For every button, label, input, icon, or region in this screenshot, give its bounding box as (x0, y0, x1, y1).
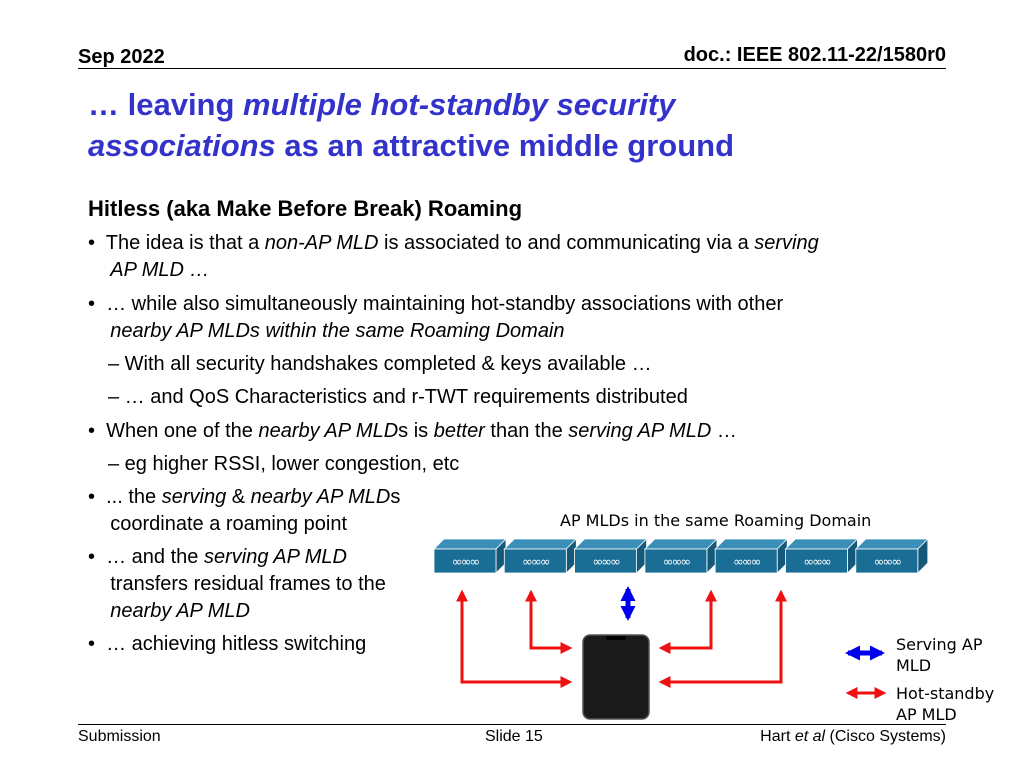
footer-slide-number: Slide 15 (485, 728, 543, 745)
bullet: • ... the serving & nearby AP MLDs coordinate a roaming point (88, 486, 401, 535)
bullet: • When one of the nearby AP MLDs is better than the serving AP MLD … (88, 420, 737, 442)
svg-text:∞∞∞: ∞∞∞ (803, 555, 830, 570)
bullet: • … and the serving AP MLD transfers residual frames to the nearby AP MLD (88, 546, 386, 622)
ap-mld-icon (434, 539, 506, 573)
phone-icon (583, 635, 649, 719)
svg-text:∞∞∞: ∞∞∞ (732, 555, 760, 570)
hot-standby-arrow (531, 592, 570, 648)
bullet: • … achieving hitless switching (88, 633, 367, 655)
legend-serving-label: Serving AP MLD (896, 635, 983, 675)
svg-text:∞∞∞: ∞∞∞ (522, 555, 549, 570)
ap-mld-icon (575, 539, 647, 573)
header-doc-id: doc.: IEEE 802.11-22/1580r0 (683, 44, 946, 66)
ap-mld-icon (786, 539, 858, 573)
bullet: • … while also simultaneously maintaining hot-standby associations with other nearby AP MLDs within the same Roaming Domain (88, 293, 784, 342)
sub-bullet: – … and QoS Characteristics and r-TWT requirements distributed (108, 386, 688, 408)
sub-bullet: – eg higher RSSI, lower congestion, etc (108, 453, 460, 475)
hot-standby-arrow (661, 592, 781, 682)
diagram-caption: AP MLDs in the same Roaming Domain (560, 511, 872, 530)
hot-standby-arrow (462, 592, 570, 682)
section-heading: Hitless (aka Make Before Break) Roaming (88, 196, 523, 221)
ap-mld-icon (504, 539, 576, 573)
footer-divider (78, 724, 946, 725)
title-part: as an attractive middle ground (275, 128, 735, 163)
footer-left: Submission (78, 728, 161, 745)
title-part: associations (88, 128, 276, 163)
ap-mld-icon (645, 539, 717, 573)
ap-mld-icon (715, 539, 787, 573)
bullet: • The idea is that a non-AP MLD is associated to and communicating via a serving AP MLD … (88, 232, 819, 281)
svg-text:∞∞∞: ∞∞∞ (451, 555, 479, 570)
svg-text:∞∞∞: ∞∞∞ (592, 555, 619, 570)
hot-standby-arrow (661, 592, 711, 648)
svg-text:∞∞∞: ∞∞∞ (873, 555, 901, 570)
header-date: Sep 2022 (78, 46, 165, 68)
title-part: … leaving (88, 87, 244, 122)
footer-right: Hart et al (Cisco Systems) (760, 728, 946, 745)
sub-bullet: – With all security handshakes completed & keys available … (108, 353, 652, 375)
svg-text:∞∞∞: ∞∞∞ (662, 555, 690, 570)
ap-mld-icon (856, 539, 928, 573)
legend-standby-label: Hot-standby AP MLD (896, 684, 995, 724)
title-part: multiple hot-standby security (243, 87, 676, 122)
